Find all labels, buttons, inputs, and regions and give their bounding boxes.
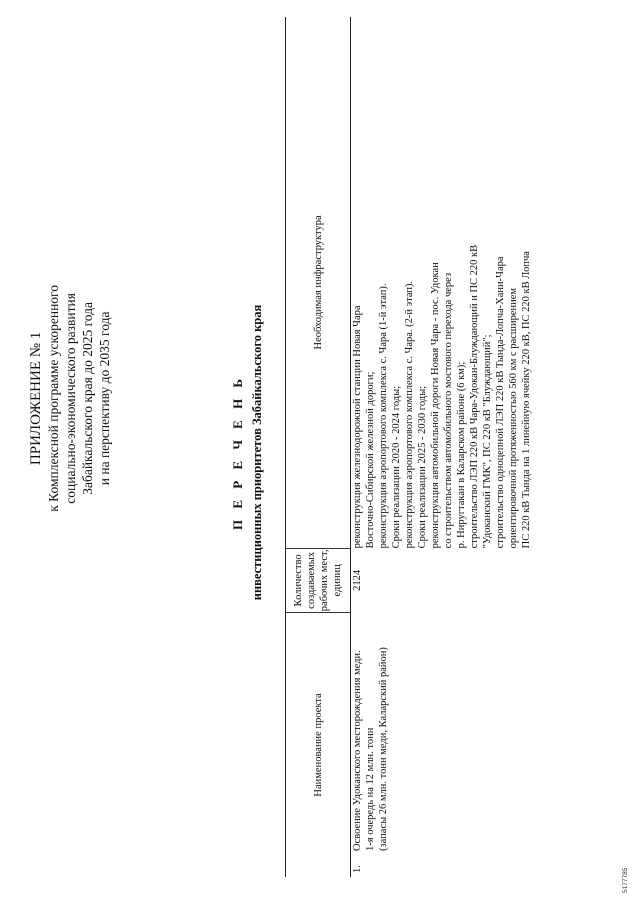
header-jobs: Количество создаваемых рабочих мест, единиц bbox=[286, 548, 351, 612]
project-line: (запасы 26 млн. тонн меди, Каларский район) bbox=[378, 647, 389, 851]
project-cell bbox=[351, 612, 534, 877]
row-number: 1. bbox=[352, 865, 363, 873]
appendix-line: и на перспективу до 2035 года bbox=[97, 311, 112, 486]
infrastructure-line: со строительством автомобильного мостового перехода через bbox=[443, 272, 454, 549]
infrastructure-line: Восточно-Сибирской железной дороги; bbox=[365, 371, 376, 549]
appendix-block bbox=[28, 285, 113, 512]
infrastructure-cell bbox=[351, 17, 534, 548]
infrastructure-line: р. Ниругтакан в Каларском районе (6 км); bbox=[456, 361, 467, 549]
document-subheading: инвестиционных приоритетов Забайкальского края bbox=[250, 304, 264, 601]
infrastructure-line: реконструкция аэропортового комплекса с. Чара. (2-й этап). bbox=[404, 280, 415, 549]
infrastructure-line: ПС 220 кВ Тында на 1 линейную ячейку 220 кВ, ПС 220 кВ Лопча bbox=[521, 251, 532, 549]
infrastructure-line: реконструкция автомобильной дороги Новая Чара - пос. Удокан bbox=[430, 262, 441, 549]
infrastructure-line: Сроки реализации 2020 - 2024 годы; bbox=[391, 385, 402, 549]
infrastructure-line: "Удоканский ГМК", ПС 220 кВ "Блуждающий"; bbox=[482, 334, 493, 549]
appendix-title: ПРИЛОЖЕНИЕ № 1 bbox=[28, 331, 44, 466]
project-line: Освоение Удоканского месторождения меди. bbox=[352, 650, 363, 851]
infrastructure-line: Сроки реализации 2025 - 2030 годы; bbox=[417, 385, 428, 549]
table-header-row bbox=[286, 17, 351, 877]
infrastructure-line: реконструкция железнодорожной станции Новая Чара bbox=[352, 305, 363, 549]
infrastructure-line: строительство ЛЭП 220 кВ Чара-Удокан-Блуждающий и ПС 220 кВ bbox=[469, 244, 480, 549]
document-code: 5177785 bbox=[622, 867, 629, 893]
appendix-line: к Комплексной программе ускоренного bbox=[46, 285, 61, 512]
document-heading: П Е Р Е Ч Е Н Ь bbox=[230, 374, 245, 531]
appendix-line: социально-экономического развития bbox=[63, 293, 78, 504]
table-row bbox=[351, 17, 534, 877]
project-line: 1-я очередь на 12 млн. тонн bbox=[365, 727, 376, 851]
priorities-table bbox=[285, 17, 533, 877]
header-infrastructure: Необходимая инфраструктура bbox=[286, 17, 351, 548]
appendix-line: Забайкальского края до 2025 года bbox=[80, 301, 95, 495]
header-project-name: Наименование проекта bbox=[286, 612, 351, 877]
infrastructure-line: ориентировочной протяженностью 560 км с расширением bbox=[508, 287, 519, 549]
infrastructure-line: реконструкция аэропортового комплекса с. Чара (1-й этап). bbox=[378, 283, 389, 549]
infrastructure-line: строительство одноцепной ЛЭП 220 кВ Тында-Лопча-Хани-Чара bbox=[495, 256, 506, 549]
project-description bbox=[351, 612, 390, 851]
jobs-cell: 2124 bbox=[352, 569, 363, 591]
